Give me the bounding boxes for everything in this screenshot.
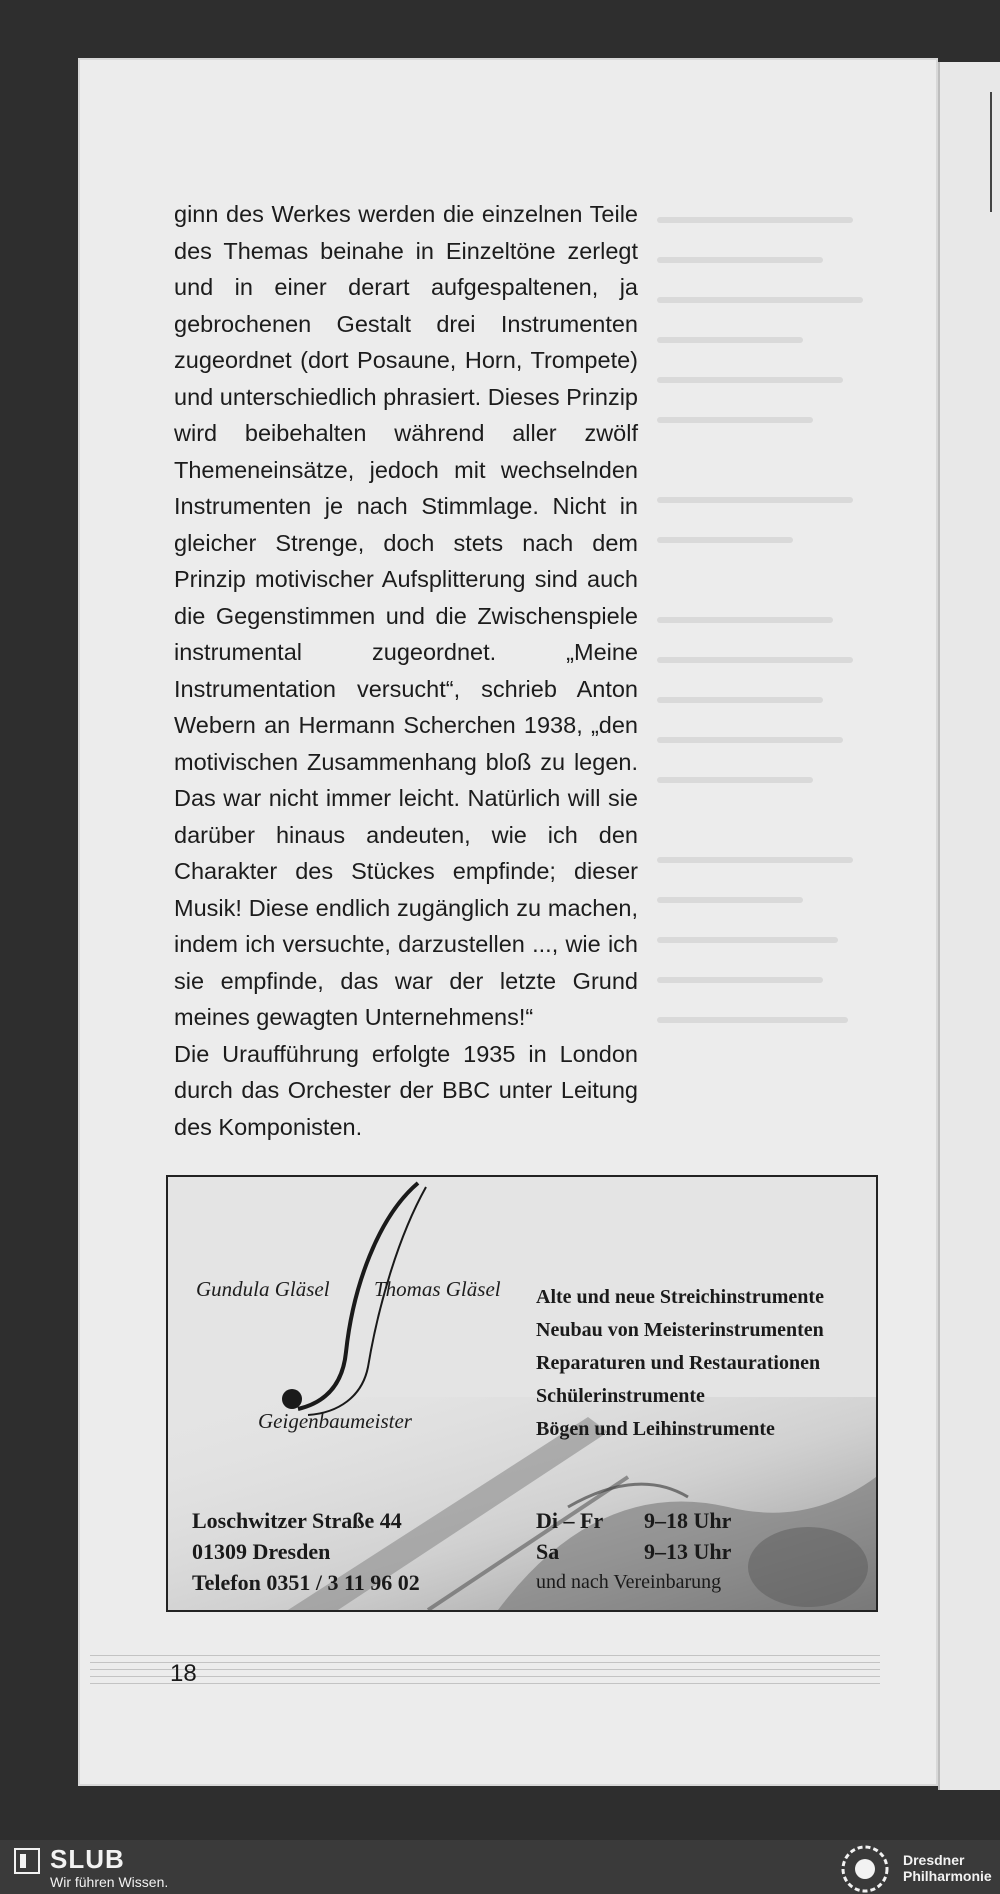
viewer-footer — [0, 1840, 1000, 1894]
owner-name-left: Gundula Gläsel — [196, 1277, 330, 1301]
owner-name-right: Thomas Gläsel — [374, 1277, 501, 1301]
body-paragraph: ginn des Werkes werden die einzelnen Teile des Themas beinahe in Einzeltöne zerlegt und in einer derart aufgespaltenen, ja gebrochenen Gestalt drei Instrumenten zugeordnet (dort Posaune, Horn, Trompete) und unterschiedlich phrasiert. Dieses Prinzip wird beibehalten während aller zwölf Themeneinsätze, jedoch mit wechselnden Instrumenten je nach Stimmlage. Nicht in gleicher Strenge, doch stets nach dem Prinzip motivischer Aufsplitterung sind auch die Gegenstimmen und die Zwischenspiele instrumental zugeordnet. „Meine Instrumentation versucht“, schrieb Anton Webern an Hermann Scherchen 1938, „den motivischen Zusammenhang bloß zu legen. Das war nicht immer leicht. Natürlich will sie darüber hinaus andeuten, wie ich den Charakter des Stückes empfinde; dieser Musik! Diese endlich zugänglich zu machen, indem ich versuchte, darzustellen ..., wie ich sie empfinde, das war der letzte Grund meines gewagten Unternehmens!“ — [174, 201, 638, 1030]
body-paragraph: Die Uraufführung erfolgte 1935 in London durch das Orchester der BBC unter Leitung des Komponisten. — [174, 1040, 638, 1140]
article-body — [174, 196, 638, 1145]
service-item: Alte und neue Streichinstrumente — [536, 1286, 824, 1308]
address-street: Loschwitzer Straße 44 — [192, 1508, 402, 1533]
address-phone: Telefon 0351 / 3 11 96 02 — [192, 1570, 420, 1595]
violin-scroll-logo-icon — [258, 1177, 438, 1427]
hours-row — [536, 1536, 764, 1567]
services-list — [536, 1281, 824, 1446]
bleed-through-texture — [650, 200, 890, 1300]
advertisement — [166, 1175, 878, 1612]
partner-name — [903, 1852, 992, 1884]
address-city: 01309 Dresden — [192, 1539, 331, 1564]
shop-address — [192, 1505, 420, 1598]
music-staff-lines — [90, 1655, 880, 1695]
hours-note: und nach Vereinbarung — [536, 1571, 722, 1593]
hours-time: 9–18 Uhr — [644, 1508, 732, 1533]
hours-time: 9–13 Uhr — [644, 1539, 732, 1564]
slub-logo-icon — [14, 1848, 40, 1874]
hours-day: Di – Fr — [536, 1508, 604, 1533]
service-item: Bögen und Leihinstrumente — [536, 1418, 775, 1440]
opening-hours — [536, 1505, 764, 1598]
service-item: Schülerinstrumente — [536, 1385, 705, 1407]
service-item: Neubau von Meisterinstrumenten — [536, 1319, 824, 1341]
philharmonie-logo-icon — [840, 1844, 890, 1894]
hours-row — [536, 1505, 764, 1536]
partner-name-line2: Philharmonie — [903, 1868, 992, 1884]
hours-day: Sa — [536, 1539, 560, 1564]
library-tagline: Wir führen Wissen. — [50, 1874, 169, 1890]
service-item: Reparaturen und Restaurationen — [536, 1352, 821, 1374]
next-page-edge — [938, 62, 1000, 1790]
partner-name-line1: Dresdner — [903, 1852, 965, 1868]
library-name: SLUB — [50, 1844, 125, 1874]
page-number: 18 — [170, 1660, 197, 1687]
profession-title: Geigenbaumeister — [258, 1409, 412, 1433]
